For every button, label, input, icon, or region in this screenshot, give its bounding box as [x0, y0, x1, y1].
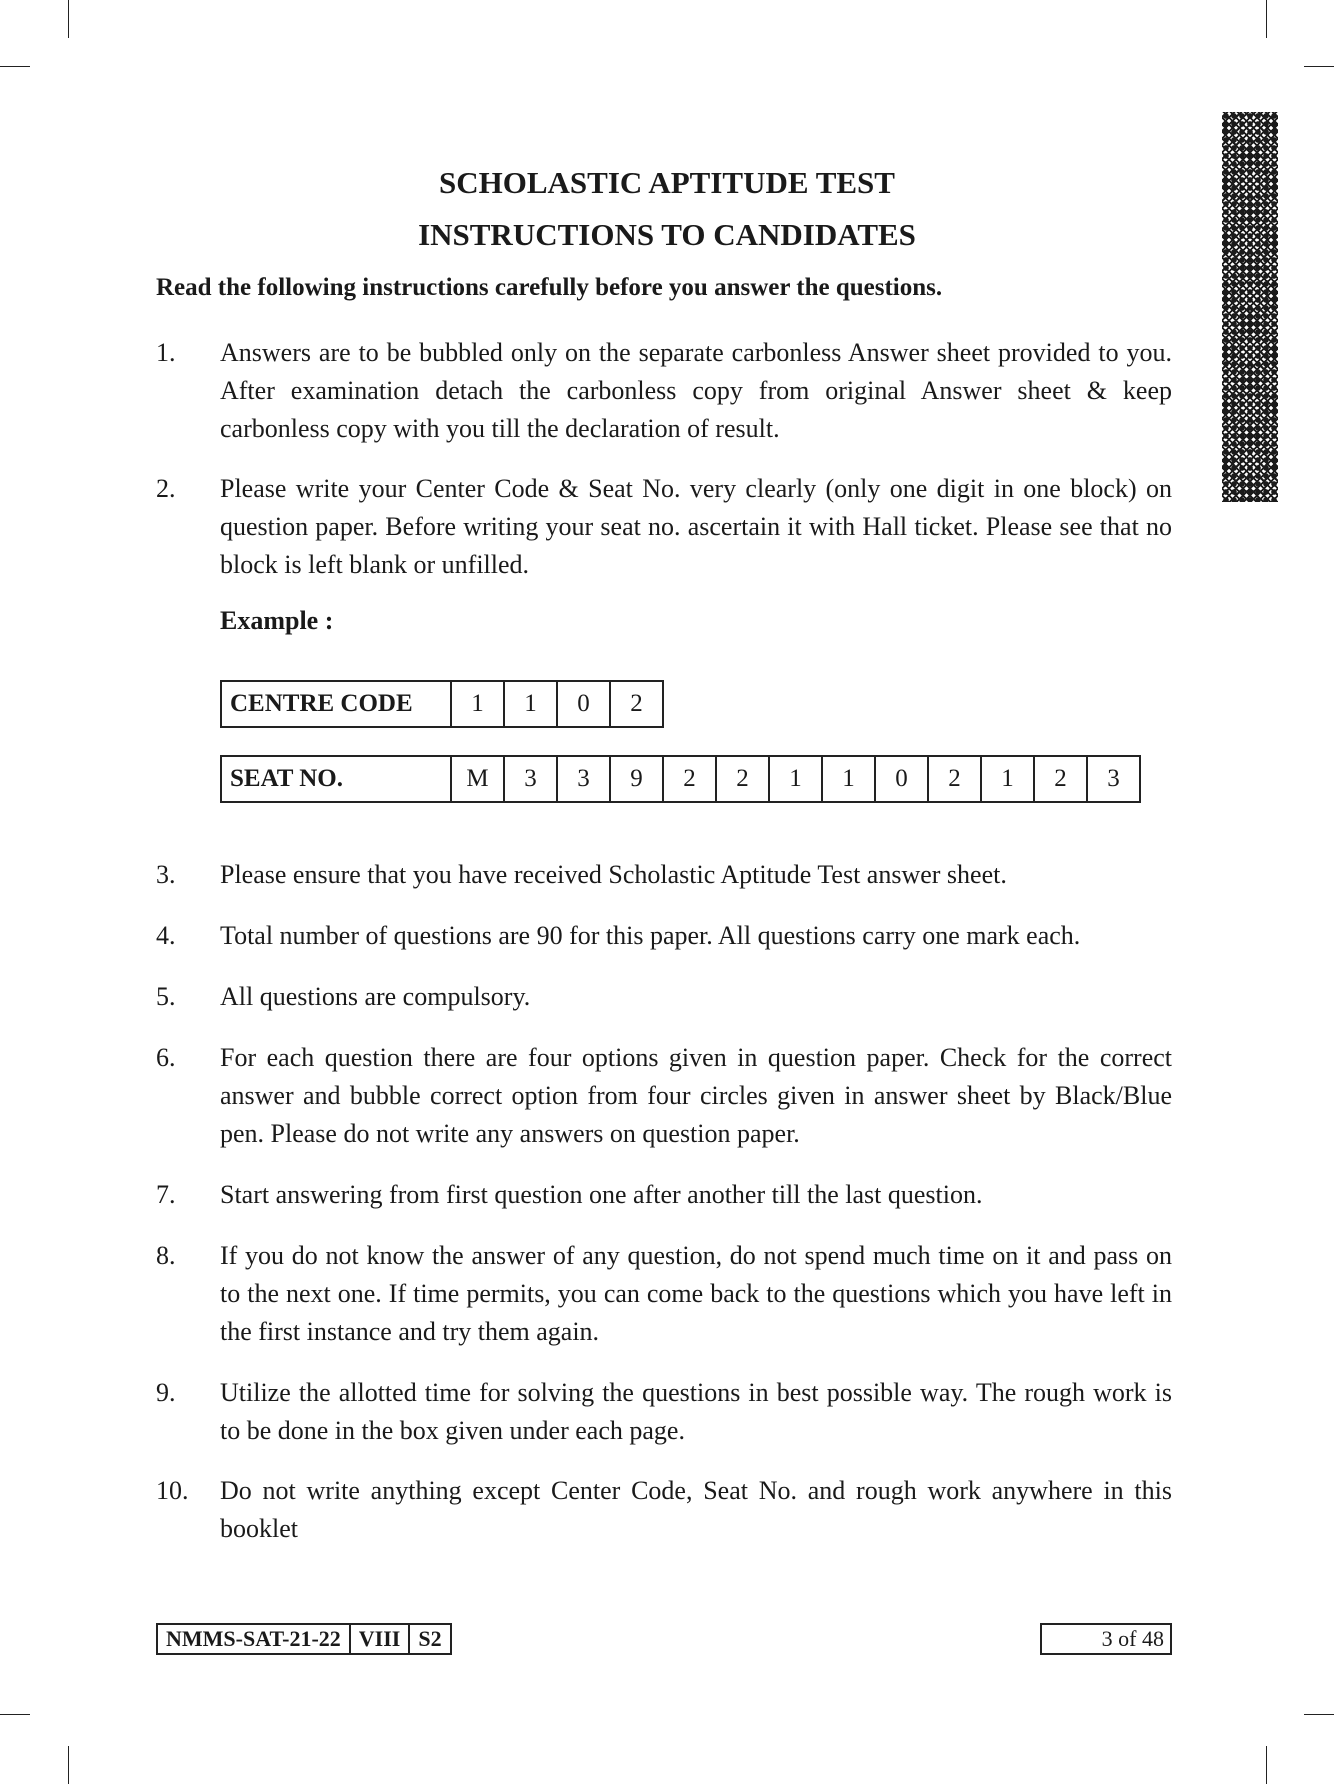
item-number: 4. — [156, 921, 176, 950]
item-text: All questions are compulsory. — [220, 982, 531, 1011]
seat-no-digit: 3 — [1087, 756, 1140, 802]
centre-code-digit: 2 — [610, 681, 663, 727]
crop-mark — [0, 66, 30, 67]
instruction-item — [156, 1472, 1172, 1548]
seat-no-digit: 2 — [928, 756, 981, 802]
lead-instruction: Read the following instructions carefully before you answer the questions. — [156, 274, 943, 301]
instruction-item — [156, 1176, 1172, 1214]
page-number: 3 of 48 — [1101, 1626, 1164, 1651]
seat-no-digit: 2 — [716, 756, 769, 802]
seat-no-digit: 0 — [875, 756, 928, 802]
crop-mark — [1304, 66, 1334, 67]
instruction-item — [156, 856, 1172, 894]
centre-code-digit: 1 — [451, 681, 504, 727]
item-text: Please ensure that you have received Scholastic Aptitude Test answer sheet. — [220, 860, 1007, 889]
item-text: Do not write anything except Center Code, Seat No. and rough work anywhere in this booklet — [220, 1476, 1172, 1543]
instruction-item — [156, 334, 1172, 448]
seat-no-label: SEAT NO. — [221, 756, 451, 802]
item-text: Please write your Center Code & Seat No. very clearly (only one digit in one block) on question paper. Before writing your seat no. ascertain it with Hall ticket. Please see that no block is left blank or unfilled. — [220, 474, 1172, 579]
set-label: S2 — [408, 1625, 449, 1653]
crop-mark — [0, 1714, 30, 1715]
page-number-box — [1040, 1623, 1172, 1655]
item-text: Start answering from first question one after another till the last question. — [220, 1180, 983, 1209]
crop-mark — [68, 1746, 69, 1784]
item-text: Answers are to be bubbled only on the separate carbonless Answer sheet provided to you. After examination detach the carbonless copy from original Answer sheet & keep carbonless copy with you till the declaration of result. — [220, 338, 1172, 443]
item-number: 6. — [156, 1043, 176, 1072]
seat-no-digit: 9 — [610, 756, 663, 802]
centre-code-label: CENTRE CODE — [221, 681, 451, 727]
page-title: SCHOLASTIC APTITUDE TEST — [439, 165, 895, 200]
seat-no-digit: 1 — [822, 756, 875, 802]
centre-code-digit: 1 — [504, 681, 557, 727]
instruction-item — [156, 1039, 1172, 1153]
item-number: 5. — [156, 982, 176, 1011]
seat-no-digit: 1 — [769, 756, 822, 802]
seat-no-digit: 3 — [504, 756, 557, 802]
item-number: 9. — [156, 1378, 176, 1407]
item-text: For each question there are four options given in question paper. Check for the correct answer and bubble correct option from four circles given in answer sheet by Black/Blue pen. Please do not write any answers on question paper. — [220, 1043, 1172, 1148]
crop-mark — [68, 0, 69, 38]
paper-code: NMMS-SAT-21-22 — [166, 1626, 341, 1651]
page-subtitle: INSTRUCTIONS TO CANDIDATES — [418, 217, 916, 252]
instruction-item — [156, 470, 1172, 584]
instruction-item — [156, 917, 1172, 955]
seat-no-digit: M — [451, 756, 504, 802]
item-number: 8. — [156, 1241, 176, 1270]
crop-mark — [1266, 0, 1267, 38]
centre-code-table — [220, 680, 664, 728]
seat-no-table — [220, 755, 1141, 803]
instruction-item — [156, 1374, 1172, 1450]
crop-mark — [1266, 1746, 1267, 1784]
seat-no-digit: 3 — [557, 756, 610, 802]
item-number: 2. — [156, 474, 176, 503]
crop-mark — [1304, 1714, 1334, 1715]
item-number: 3. — [156, 860, 176, 889]
seat-no-digit: 1 — [981, 756, 1034, 802]
centre-code-digit: 0 — [557, 681, 610, 727]
standard-label: VIII — [349, 1625, 409, 1653]
item-text: Total number of questions are 90 for this paper. All questions carry one mark each. — [220, 921, 1081, 950]
item-number: 1. — [156, 338, 176, 367]
instruction-item — [156, 1237, 1172, 1351]
item-text: Utilize the allotted time for solving the questions in best possible way. The rough work is to be done in the box given under each page. — [220, 1378, 1172, 1445]
seat-no-digit: 2 — [663, 756, 716, 802]
item-text: If you do not know the answer of any question, do not spend much time on it and pass on to the next one. If time permits, you can come back to the questions which you have left in the first instance and try them again. — [220, 1241, 1172, 1346]
item-number: 10. — [156, 1476, 189, 1505]
item-number: 7. — [156, 1180, 176, 1209]
footer-paper-code-box — [156, 1623, 452, 1655]
instruction-item — [156, 978, 1172, 1016]
example-label: Example : — [220, 606, 334, 635]
seat-no-digit: 2 — [1034, 756, 1087, 802]
